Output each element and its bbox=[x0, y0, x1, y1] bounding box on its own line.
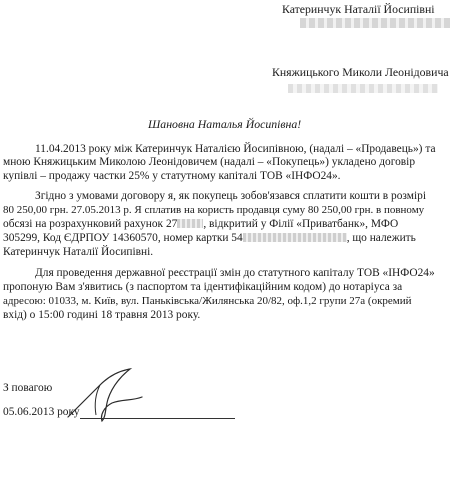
paragraph-1-line-2: мною Княжицьким Миколою Леонідовичем (надалі – «Покупець») укладено договір bbox=[3, 156, 416, 168]
owner-text: , що належить bbox=[346, 232, 416, 244]
handwritten-signature bbox=[60, 365, 170, 425]
paragraph-2-line-2: 80 250,00 грн. 27.05.2013 р. Я сплатив на користь продавця суму 80 250,00 грн. в повному bbox=[3, 204, 425, 216]
card-text: 305299, Код ЄДРПОУ 14360570, номер картки 54 bbox=[3, 232, 243, 244]
greeting: Шановна Наталья Йосипівна! bbox=[148, 117, 302, 131]
recipient-name: Княжицького Миколи Леонідовича bbox=[272, 65, 449, 79]
signature-line bbox=[80, 418, 235, 419]
redacted-account-number bbox=[177, 219, 203, 228]
paragraph-1-line-3: купівлі – продажу частки 25% у статутному капіталі ТОВ «ІНФО24». bbox=[3, 170, 341, 182]
paragraph-2-line-4 bbox=[3, 232, 416, 245]
paragraph-3-line-1: Для проведення державної реєстрації змін до статутного капіталу ТОВ «ІНФО24» bbox=[35, 267, 435, 279]
account-text: обсязі на розрахунковий рахунок 27 bbox=[3, 218, 178, 230]
paragraph-1-line-1: 11.04.2013 року між Катеринчук Наталією Йосипівною, (надалі – «Продавець») та bbox=[35, 143, 436, 155]
redacted-sender-address bbox=[300, 18, 450, 28]
paragraph-3-line-2: пропоную Вам з'явитись (з паспортом та ідентифікаційним кодом) до нотаріуса за bbox=[3, 281, 403, 293]
paragraph-3-line-4: вхід) о 15:00 годині 18 травня 2013 року. bbox=[3, 309, 201, 321]
redacted-card-number bbox=[243, 233, 347, 242]
closing-regards: З повагою bbox=[3, 382, 53, 394]
paragraph-2-line-5: Катеринчук Наталії Йосипівні. bbox=[3, 246, 154, 258]
paragraph-2-line-1: Згідно з умовами договору я, як покупець зобов'язався сплатити кошти в розмірі bbox=[35, 190, 426, 202]
closing-date: 05.06.2013 року bbox=[3, 406, 80, 418]
paragraph-2-line-3 bbox=[3, 218, 398, 231]
redacted-recipient-address bbox=[288, 84, 438, 93]
sender-name: Катеринчук Наталії Йосипівні bbox=[282, 2, 435, 16]
paragraph-3-line-3: адресою: 01033, м. Київ, вул. Паньківська/Жилянська 20/82, оф.1,2 групи 27а (окремий bbox=[3, 295, 412, 307]
bank-text: , відкритий у Філії «Приватбанк», МФО bbox=[203, 218, 399, 230]
